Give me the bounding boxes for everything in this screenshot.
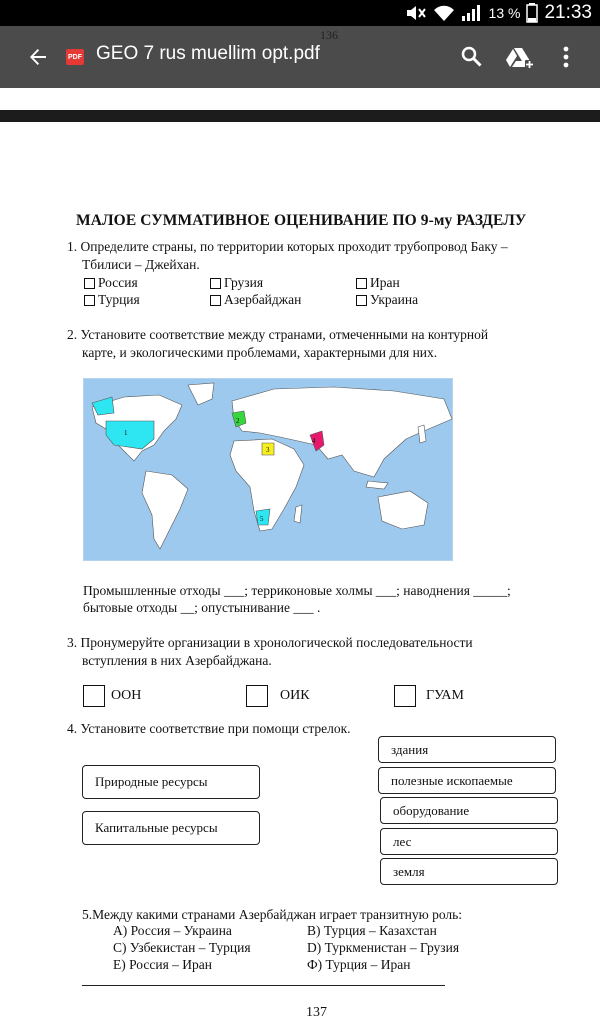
page-gap [0, 88, 600, 110]
q3-option-oic[interactable]: ОИК [246, 685, 310, 707]
checkbox[interactable] [356, 278, 367, 289]
q3-text-line2: вступления в них Азербайджана. [82, 653, 272, 668]
q4-right-buildings[interactable]: здания [378, 736, 556, 763]
map-label-3: 3 [266, 446, 270, 454]
q5-option-b: В) Турция – Казахстан [307, 923, 437, 938]
map-label-4: 4 [312, 437, 316, 445]
q5-option-c: С) Узбекистан – Турция [113, 940, 251, 955]
pdf-page[interactable] [0, 122, 600, 1024]
q1-text-line2: Тбилиси – Джейхан. [82, 257, 200, 272]
signal-icon [461, 4, 483, 22]
checkbox[interactable] [210, 278, 221, 289]
q4-left-natural-resources[interactable]: Природные ресурсы [82, 765, 260, 799]
q1-text-line1: 1. Определите страны, по территории которых проходит трубопровод Баку – [67, 239, 508, 254]
clock: 21:33 [544, 2, 592, 23]
checkbox[interactable] [84, 278, 95, 289]
app-bar [0, 26, 600, 88]
mute-icon [405, 4, 427, 22]
q1-option-ukraine[interactable]: Украина [356, 292, 418, 308]
number-box[interactable] [246, 685, 268, 707]
number-box[interactable] [394, 685, 416, 707]
checkbox[interactable] [356, 295, 367, 306]
number-box[interactable] [83, 685, 105, 707]
checkbox[interactable] [210, 295, 221, 306]
q2-text-line2: карте, и экологическими проблемами, характерными для них. [82, 345, 438, 360]
battery-icon [526, 3, 538, 23]
page-heading: МАЛОЕ СУММАТИВНОЕ ОЦЕНИВАНИЕ ПО 9-му РАЗДЕЛУ [76, 212, 527, 229]
q2-problems-line2: бытовые отходы __; опустынивание ___ . [83, 600, 321, 615]
q4-right-forest[interactable]: лес [380, 828, 558, 855]
q5-option-e: Е) Россия – Иран [113, 957, 213, 972]
drive-add-icon[interactable] [504, 41, 536, 73]
world-contour-map [83, 378, 453, 561]
q4-right-equipment[interactable]: оборудование [380, 797, 558, 824]
checkbox[interactable] [84, 295, 95, 306]
q3-option-guam[interactable]: ГУАМ [394, 685, 464, 707]
greenland-shape [188, 383, 214, 405]
prev-page-number: 136 [320, 28, 338, 42]
indonesia-shape [366, 481, 388, 489]
pdf-file-icon: PDF [66, 49, 84, 65]
previous-page-edge [0, 110, 600, 122]
q4-right-land[interactable]: земля [380, 858, 558, 885]
document-title: GEO 7 rus muellim opt.pdf [96, 43, 320, 64]
status-bar [0, 0, 600, 26]
more-vert-icon[interactable] [550, 41, 582, 73]
q1-option-russia[interactable]: Россия [84, 275, 138, 291]
country-1-shape [106, 421, 154, 449]
q2-text-line1: 2. Установите соответствие между странами, отмеченными на контурной [67, 327, 489, 342]
south-america-shape [142, 471, 188, 549]
search-icon[interactable] [456, 41, 488, 73]
q3-option-un[interactable]: ООН [83, 685, 141, 707]
q4-left-capital-resources[interactable]: Капитальные ресурсы [82, 811, 260, 845]
q1-option-georgia[interactable]: Грузия [210, 275, 263, 291]
madagascar-shape [294, 505, 302, 523]
map-label-5: 5 [260, 515, 264, 523]
q2-problems-line1: Промышленные отходы ___; терриконовые холмы ___; наводнения _____; [83, 583, 511, 598]
australia-shape [378, 491, 428, 529]
q5-option-d: D) Туркменистан – Грузия [307, 940, 460, 955]
q5-option-a: А) Россия – Украина [113, 923, 232, 938]
answer-line [82, 985, 445, 986]
q4-text-line1: 4. Установите соответствие при помощи стрелок. [67, 721, 351, 736]
wifi-icon [433, 4, 455, 22]
q5-option-f: Ф) Турция – Иран [307, 957, 411, 972]
page-number: 137 [306, 1005, 327, 1020]
q1-option-turkey[interactable]: Турция [84, 292, 140, 308]
q1-option-azerbaijan[interactable]: Азербайджан [210, 292, 301, 308]
map-label-2: 2 [236, 417, 240, 425]
back-arrow-icon[interactable] [22, 41, 54, 73]
q1-option-iran[interactable]: Иран [356, 275, 400, 291]
world-map-svg [84, 379, 454, 562]
q5-text-line1: 5.Между какими странами Азербайджан играет транзитную роль: [82, 907, 463, 922]
q4-right-minerals[interactable]: полезные ископаемые [378, 767, 556, 794]
battery-percent: 13 % [488, 5, 521, 21]
q3-text-line1: 3. Пронумеруйте организации в хронологической последовательности [67, 635, 473, 650]
map-label-1: 1 [124, 429, 128, 437]
